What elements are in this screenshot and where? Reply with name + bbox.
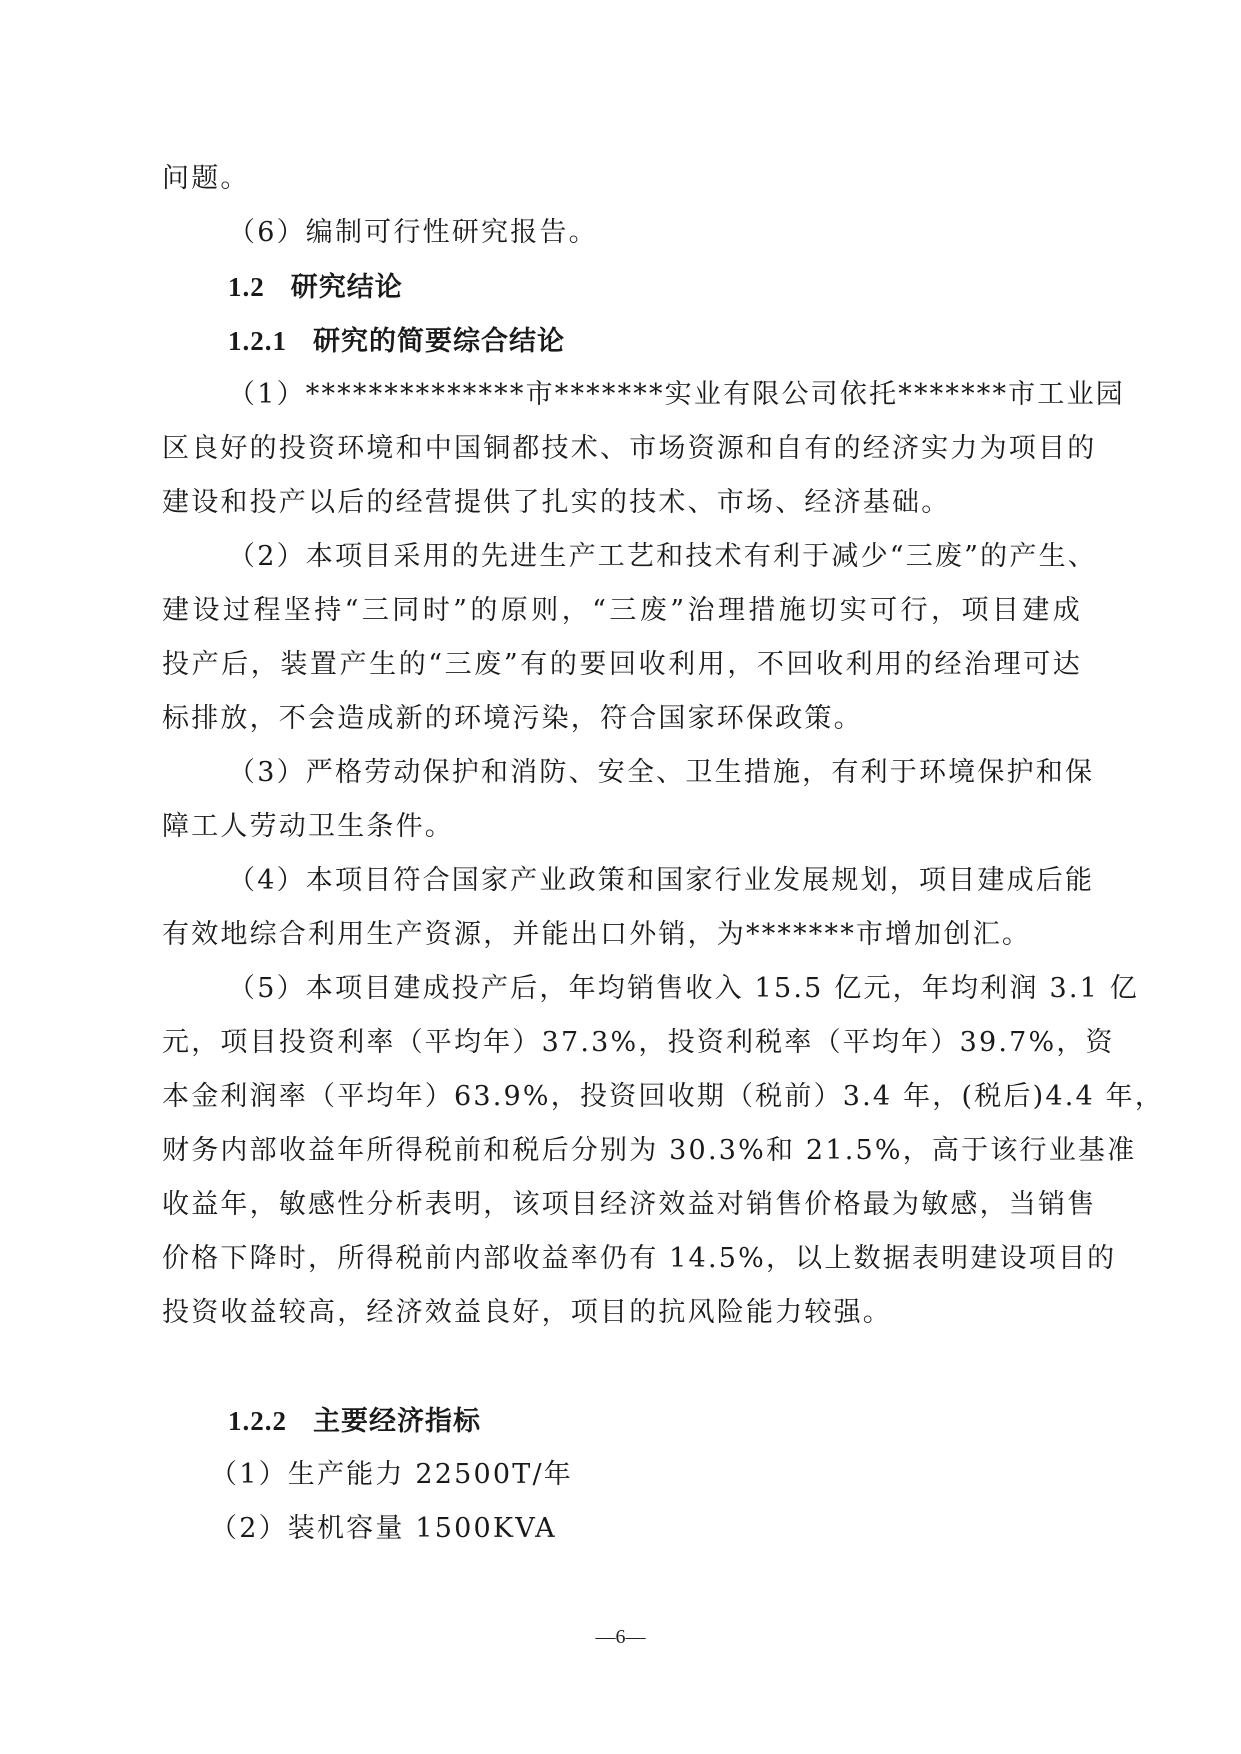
text-line: 财务内部收益年所得税前和税后分别为 30.3%和 21.5%，高于该行业基准 <box>162 1135 1137 1166</box>
text-line: （4）本项目符合国家产业政策和国家行业发展规划，项目建成后能 <box>228 865 1095 896</box>
section-title: 研究的简要综合结论 <box>313 326 565 357</box>
section-heading-1-2 <box>162 260 1082 314</box>
paragraph-2 <box>162 530 1097 746</box>
section-heading-1-2-1 <box>162 314 1082 368</box>
section-heading-1-2-2 <box>162 1394 1082 1448</box>
section-number: 1.2.2 <box>228 1406 287 1436</box>
paragraph-3 <box>162 746 1095 854</box>
text-line: 投资收益较高，经济效益良好，项目的抗风险能力较强。 <box>162 1297 892 1328</box>
section-title: 研究结论 <box>290 272 403 303</box>
page-number: —6— <box>595 1626 646 1648</box>
paragraph-5 <box>162 962 1165 1340</box>
text-line: （6）编制可行性研究报告。 <box>228 217 598 248</box>
section-number: 1.2 <box>228 272 265 302</box>
text-line: 问题。 <box>162 163 250 194</box>
text-line: 价格下降时，所得税前内部收益率仍有 14.5%，以上数据表明建设项目的 <box>162 1243 1117 1274</box>
spacer <box>162 1340 1082 1394</box>
text-line: 建设过程坚持“三同时”的原则，“三废”治理措施切实可行，项目建成 <box>162 595 1082 626</box>
text-line: 本金利润率（平均年）63.9%，投资回收期（税前）3.4 年，(税后)4.4 年， <box>162 1081 1165 1112</box>
indicator-item: （2）装机容量 1500KVA <box>210 1513 557 1544</box>
text-line: 投产后，装置产生的“三废”有的要回收利用，不回收利用的经治理可达 <box>162 649 1082 680</box>
section-number: 1.2.1 <box>228 326 287 356</box>
page-content <box>162 152 1165 1556</box>
indicator-item: （1）生产能力 22500T/年 <box>210 1459 573 1490</box>
paragraph-1 <box>162 368 1125 530</box>
text-line: 障工人劳动卫生条件。 <box>162 811 454 842</box>
text-line: （3）严格劳动保护和消防、安全、卫生措施，有利于环境保护和保 <box>228 757 1095 788</box>
paragraph-4 <box>162 854 1095 962</box>
text-line: 有效地综合利用生产资源，并能出口外销，为*******市增加创汇。 <box>162 919 1032 950</box>
text-line: 区良好的投资环境和中国铜都技术、市场资源和自有的经济实力为项目的 <box>162 433 1097 464</box>
text-line: 建设和投产以后的经营提供了扎实的技术、市场、经济基础。 <box>162 487 951 518</box>
text-line: （1）**************市*******实业有限公司依托*******市工业园 <box>228 379 1125 410</box>
text-line: 元，项目投资利率（平均年）37.3%，投资利税率（平均年）39.7%，资 <box>162 1027 1115 1058</box>
section-title: 主要经济指标 <box>313 1406 481 1437</box>
text-line: （5）本项目建成投产后，年均销售收入 15.5 亿元，年均利润 3.1 亿 <box>228 973 1139 1004</box>
text-line: 收益年，敏感性分析表明，该项目经济效益对销售价格最为敏感，当销售 <box>162 1189 1097 1220</box>
text-line: （2）本项目采用的先进生产工艺和技术有利于减少“三废”的产生、 <box>228 541 1097 572</box>
text-line: 标排放，不会造成新的环境污染，符合国家环保政策。 <box>162 703 863 734</box>
